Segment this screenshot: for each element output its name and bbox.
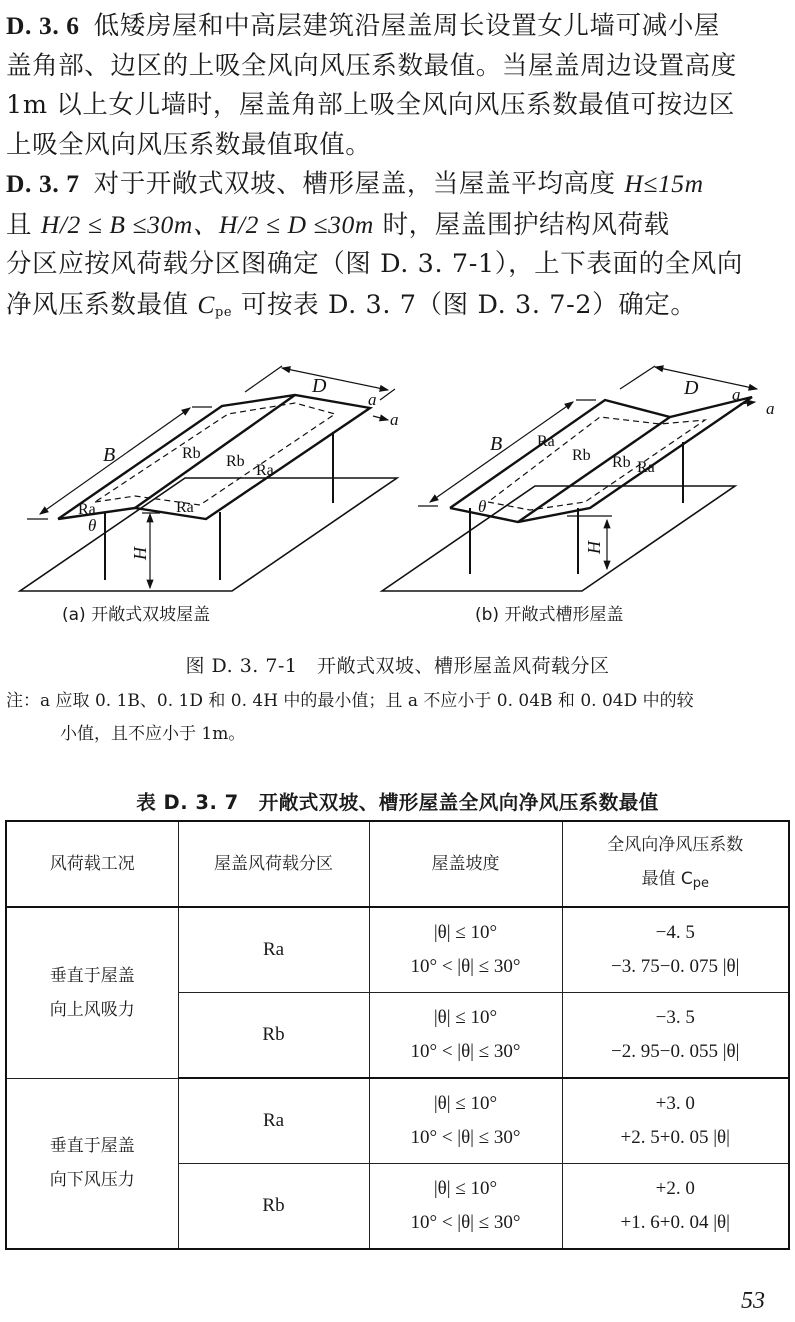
paragraph-line: 盖角部、边区的上吸全风向风压系数最值。当屋盖周边设置高度 <box>6 50 737 81</box>
cpe-value: −3. 75−0. 075 |θ| <box>611 956 740 977</box>
svg-text:Rb: Rb <box>226 453 245 470</box>
table-title: 表 D. 3. 7 开敞式双坡、槽形屋盖全风向净风压系数最值 <box>136 791 659 814</box>
svg-text:Ra: Ra <box>537 433 555 450</box>
label-h: H <box>130 547 150 560</box>
table-header-row <box>6 821 789 907</box>
header-cpe-text: 最值 C <box>641 868 693 889</box>
paragraph-text: 可按表 D. 3. 7（图 D. 3. 7-2）确定。 <box>232 289 697 320</box>
cpe-value: +3. 0 <box>655 1093 695 1114</box>
cpe-value: −2. 95−0. 055 |θ| <box>611 1041 740 1062</box>
cpe-value: +2. 5+0. 05 |θ| <box>620 1127 730 1148</box>
header-cpe-sub: pe <box>692 875 710 891</box>
header-zone: 屋盖风荷载分区 <box>178 821 369 907</box>
condition-upward-suction <box>6 907 178 1078</box>
header-load-case: 风荷载工况 <box>6 821 178 907</box>
figure-note <box>6 685 791 751</box>
slope-line: |θ| ≤ 10° <box>433 1178 498 1199</box>
slope-cell <box>369 907 562 993</box>
paragraph-line: 上吸全风向风压系数最值取值。 <box>6 129 372 160</box>
clause-d-3-7 <box>6 164 789 332</box>
cpe-value: −3. 5 <box>655 1007 695 1028</box>
figure-caption: 图 D. 3. 7-1 开敞式双坡、槽形屋盖风荷载分区 <box>185 655 610 677</box>
paragraph-text: 对于开敞式双坡、槽形屋盖，当屋盖平均高度 <box>93 169 625 199</box>
svg-text:θ: θ <box>478 497 487 516</box>
cpe-table <box>5 820 790 1250</box>
paragraph-line: 分区应按风荷载分区图确定（图 D. 3. 7-1），上下表面的全风向 <box>6 249 744 279</box>
svg-text:B: B <box>490 433 503 455</box>
slope-line: 10° < |θ| ≤ 30° <box>410 1041 521 1062</box>
slope-line: |θ| ≤ 10° <box>433 1093 498 1114</box>
condition-downward-pressure <box>6 1078 178 1249</box>
condition-line: 垂直于屋盖 <box>49 965 135 986</box>
svg-text:Rb: Rb <box>182 445 201 462</box>
label-d: D <box>312 375 327 397</box>
math-expression: H/2 ≤ B ≤30m、H/2 ≤ D ≤30m <box>40 209 374 239</box>
zone-cell: Ra <box>178 1078 369 1164</box>
paragraph-line: 1m 以上女儿墙时，屋盖角部上吸全风向风压系数最值可按边区 <box>6 90 735 120</box>
paragraph-line: 低矮房屋和中高层建筑沿屋盖周长设置女儿墙可减小屋 <box>93 11 721 41</box>
slope-line: 10° < |θ| ≤ 30° <box>410 1212 521 1233</box>
svg-text:Rb: Rb <box>612 454 631 471</box>
cpe-value: +2. 0 <box>655 1178 695 1199</box>
cpe-cell <box>562 1164 789 1250</box>
svg-text:a: a <box>732 385 741 404</box>
condition-line: 向上风吸力 <box>49 999 135 1020</box>
clause-number: D. 3. 7 <box>6 169 80 198</box>
svg-text:H: H <box>584 541 604 554</box>
cpe-value: −4. 5 <box>655 922 695 943</box>
svg-text:Ra: Ra <box>176 499 194 516</box>
slope-line: |θ| ≤ 10° <box>433 1007 498 1028</box>
cpe-value: +1. 6+0. 04 |θ| <box>620 1212 730 1233</box>
header-slope: 屋盖坡度 <box>369 821 562 907</box>
header-cpe <box>562 821 789 907</box>
svg-text:Ra: Ra <box>256 462 274 479</box>
paragraph-text: 且 <box>6 209 41 240</box>
page-number: 53 <box>741 1288 765 1314</box>
paragraph-text: 净风压系数最值 <box>6 289 198 320</box>
subcaption-a: (a) 开敞式双坡屋盖 <box>62 605 211 625</box>
diagram-b-labels <box>478 377 775 555</box>
subcaption-b: (b) 开敞式槽形屋盖 <box>475 605 624 625</box>
label-theta: θ <box>88 516 97 535</box>
diagram-a-double-slope <box>20 366 397 591</box>
table-row <box>6 1078 789 1164</box>
header-cpe-line2 <box>563 862 789 901</box>
math-expression: H≤15m <box>624 169 704 198</box>
note-line: 小值，且不应小于 1m。 <box>60 724 246 744</box>
symbol-subscript: pe <box>215 304 233 320</box>
condition-line: 垂直于屋盖 <box>49 1136 135 1157</box>
paragraph-text: 时，屋盖围护结构风荷载 <box>373 209 670 240</box>
note-line: 注：a 应取 0. 1B、0. 1D 和 0. 4H 中的最小值；且 a 不应小于 0. 04B 和 0. 04D 中的较 <box>6 691 694 711</box>
symbol-c: C <box>197 289 216 319</box>
slope-cell <box>369 993 562 1079</box>
slope-line: 10° < |θ| ≤ 30° <box>410 956 521 977</box>
cpe-cell <box>562 907 789 993</box>
slope-cell <box>369 1078 562 1164</box>
svg-text:Ra: Ra <box>78 501 96 518</box>
label-b: B <box>103 444 116 466</box>
svg-text:a: a <box>368 390 377 409</box>
zone-cell: Ra <box>178 907 369 993</box>
table-row <box>6 907 789 993</box>
figure-d-3-7-1 <box>0 362 795 632</box>
header-cpe-line1: 全风向净风压系数 <box>607 834 744 855</box>
slope-line: |θ| ≤ 10° <box>433 922 498 943</box>
zone-cell: Rb <box>178 1164 369 1250</box>
clause-d-3-6 <box>6 6 789 165</box>
svg-text:D: D <box>684 377 699 399</box>
slope-cell <box>369 1164 562 1250</box>
clause-number: D. 3. 6 <box>6 11 80 40</box>
slope-line: 10° < |θ| ≤ 30° <box>410 1127 521 1148</box>
roof-diagrams <box>0 362 795 632</box>
condition-line: 向下风压力 <box>49 1170 135 1191</box>
svg-text:a: a <box>766 399 775 418</box>
svg-text:Ra: Ra <box>637 459 655 476</box>
svg-text:Rb: Rb <box>572 447 591 464</box>
zone-cell: Rb <box>178 993 369 1079</box>
cpe-cell <box>562 993 789 1079</box>
svg-text:a: a <box>390 410 399 429</box>
cpe-cell <box>562 1078 789 1164</box>
diagram-b-trough <box>382 366 757 591</box>
